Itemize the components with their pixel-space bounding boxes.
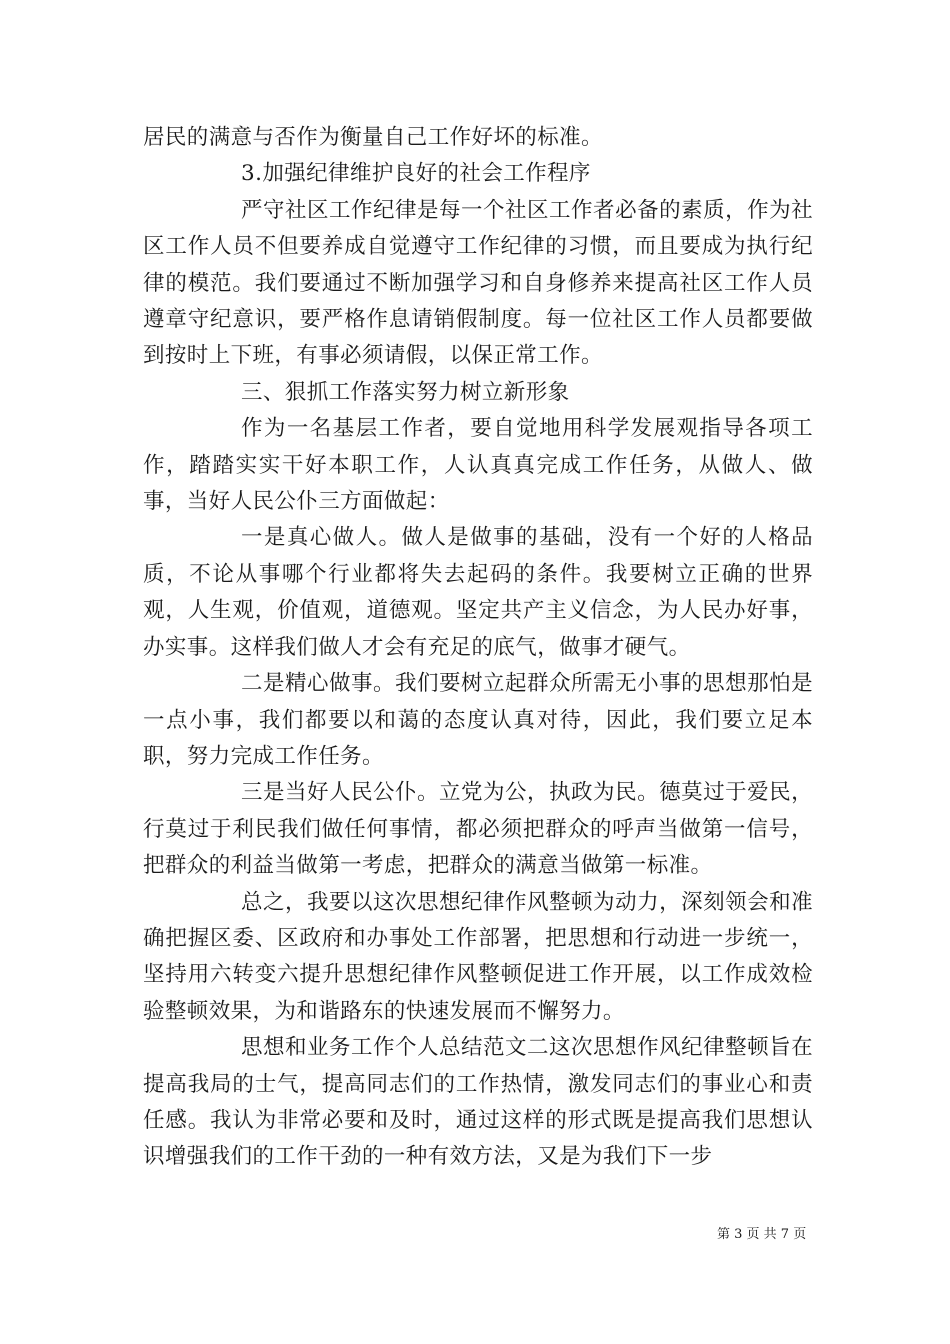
paragraph-9: 总之，我要以这次思想纪律作风整顿为动力，深刻领会和准确把握区委、区政府和办事处工作部署，把思想和行动进一步统一，坚持用六转变六提升思想纪律作风整顿促进工作开展，以工作成效检验整顿效果，为和谐路东的快速发展而不懈努力。: [143, 889, 813, 1024]
body-text: [143, 120, 813, 1176]
paragraph-6: 一是真心做人。做人是做事的基础，没有一个好的人格品质，不论从事哪个行业都将失去起码的条件。我要树立正确的世界观，人生观，价值观，道德观。坚定共产主义信念，为人民办好事，办实事。这样我们做人才会有充足的底气，做事才硬气。: [143, 525, 813, 660]
paragraph-5: 作为一名基层工作者，要自觉地用科学发展观指导各项工作，踏踏实实干好本职工作，人认真真完成工作任务，从做人、做事，当好人民公仆三方面做起：: [143, 416, 813, 515]
paragraph-1: 居民的满意与否作为衡量自己工作好坏的标准。: [143, 125, 603, 150]
paragraph-10: 思想和业务工作个人总结范文二这次思想作风纪律整顿旨在提高我局的士气，提高同志们的工作热情，激发同志们的事业心和责任感。我认为非常必要和及时，通过这样的形式既是提高我们思想认识增强我们的工作干劲的一种有效方法，又是为我们下一步: [143, 1035, 813, 1170]
paragraph-3: 严守社区工作纪律是每一个社区工作者必备的素质，作为社区工作人员不但要养成自觉遵守工作纪律的习惯，而且要成为执行纪律的模范。我们要通过不断加强学习和自身修养来提高社区工作人员遵章守纪意识，要严格作息请销假制度。每一位社区工作人员都要做到按时上下班，有事必须请假，以保正常工作。: [143, 197, 813, 369]
paragraph-7: 二是精心做事。我们要树立起群众所需无小事的思想那怕是一点小事，我们都要以和蔼的态度认真对待，因此，我们要立足本职，努力完成工作任务。: [143, 671, 813, 769]
paragraph-4-heading: 三、狠抓工作落实努力树立新形象: [241, 379, 570, 405]
page-number-footer: 第 3 页 共 7 页: [717, 1227, 807, 1242]
paragraph-8: 三是当好人民公仆。立党为公，执政为民。德莫过于爱民，行莫过于利民我们做任何事情，都必须把群众的呼声当做第一信号，把群众的利益当做第一考虑，把群众的满意当做第一标准。: [143, 780, 813, 879]
paragraph-2-heading: 3.加强纪律维护良好的社会工作程序: [241, 161, 591, 187]
